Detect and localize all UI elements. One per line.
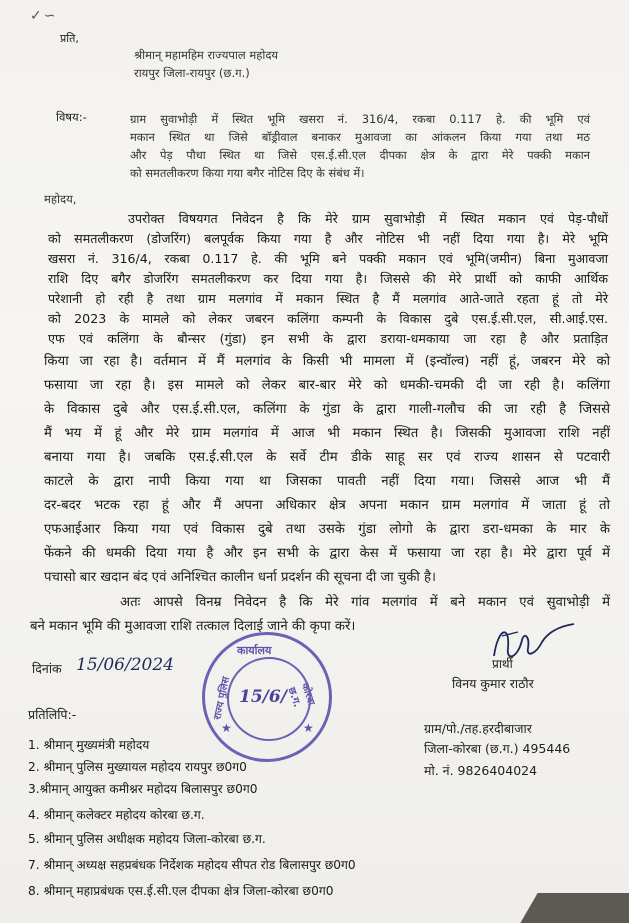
copy-item: 4. श्रीमान् कलेक्टर महोदय कोरबा छ.ग. bbox=[28, 808, 205, 822]
body-line: उपरोक्त विषयगत निवेदन है कि मेरे ग्राम सुवाभोड़ी में स्थित मकान एवं पेड़-पौधों bbox=[128, 211, 608, 226]
body-line: अतः आपसे विनम्र निवेदन है कि मेरे गांव मलगांव में बने मकान एवं सुवाभोड़ी में bbox=[120, 595, 610, 610]
copy-item: 2. श्रीमान् पुलिस मुख्यायल महोदय रायपुर छ0ग0 bbox=[28, 760, 247, 774]
salutation: महोदय, bbox=[44, 192, 77, 206]
body-line: खसरा नं. 316/4, रकबा 0.117 हे. की भूमि बने पक्की मकान एवं भूमि(जमीन) बिना मुआवजा bbox=[48, 251, 608, 266]
date-value: 15/06/2024 bbox=[76, 655, 174, 675]
date-label: दिनांक bbox=[32, 661, 62, 676]
copy-item: 1. श्रीमान् मुख्यमंत्री महोदय bbox=[28, 738, 150, 752]
subject-line-3: और पेड़ पौधा स्थित था जिसे एस.ई.सी.एल दीपका क्षेत्र के द्वारा मेरे पक्की मकान bbox=[130, 148, 590, 162]
copy-item: 3.श्रीमान् आयुक्त कमीश्नर महोदय बिलासपुर छ0ग0 bbox=[28, 782, 258, 796]
sender-address-1: ग्राम/पो./तह.हरदीबाजार bbox=[424, 721, 532, 736]
body-line: किया जा रहा है। वर्तमान में मैं मलगांव के किसी भी मामला में (इन्वॉल्व) नहीं हूं, जबरन मेरे को bbox=[44, 354, 610, 369]
subject-line-4: को समतलीकरण किया गया बगैर नोटिस दिए के संबंध में। bbox=[130, 166, 365, 180]
prati-label: प्रति, bbox=[60, 32, 79, 45]
sender-phone: मो. नं. 9826404024 bbox=[424, 763, 538, 778]
addressee-line-1: श्रीमान् महामहिम राज्यपाल महोदय bbox=[134, 48, 279, 62]
body-line: मैं भय में हूं और मेरे ग्राम मलगांव में आज भी मकान स्थित है। जिसकी मुआवजा राशि नहीं bbox=[44, 426, 610, 441]
body-line: बने मकान भूमि की मुआवजा राशि तत्काल दिलाई जाने की कृपा करें। bbox=[30, 619, 356, 634]
body-line: को 2023 के मामले को लेकर जबरन कलिंगा कम्पनी के विकास दुबे एस.ई.सी.एल, सी.आई.एस. bbox=[48, 311, 608, 326]
copies-label: प्रतिलिपि:- bbox=[28, 707, 77, 722]
sender-address-2: जिला-कोरबा (छ.ग.) 495446 bbox=[424, 741, 571, 756]
stamp-left-text: राज्य पुलिस bbox=[212, 675, 233, 721]
stamp-star-icon: ★ bbox=[303, 721, 314, 735]
signature-label: प्रार्थी bbox=[492, 657, 513, 671]
body-line: को समतलीकरण (डोजरिंग) बलपूर्वक किया गया है और नोटिस भी नहीं दिया गया है। मेरे भूमि bbox=[48, 231, 608, 246]
copy-item: 8. श्रीमान् महाप्रबंधक एस.ई.सी.एल दीपका क्षेत्र जिला-कोरबा छ0ग0 bbox=[28, 884, 334, 898]
body-line: फेंकने की धमकी दिया गया है और इन सभी के द्वारा केस में फसाया जा रहा है। मेरे द्वारा पूर्व में bbox=[44, 546, 610, 561]
body-line: एफआईआर किया गया एवं विकास दुबे तथा उसके गुंडा लोगो के द्वारा डरा-धमका के मार के bbox=[44, 522, 610, 537]
copy-item: 7. श्रीमान् अध्यक्ष सहप्रबंधक निर्देशक महोदय सीपत रोड बिलासपुर छ0ग0 bbox=[28, 858, 356, 872]
background-corner bbox=[520, 893, 629, 923]
addressee-line-2: रायपुर जिला-रायपुर (छ.ग.) bbox=[134, 66, 250, 80]
subject-line-2: मकान स्थित था जिसे बॉड्रीवाल बनाकर मुआवजा का आंकलन किया गया तथा मठ bbox=[130, 130, 590, 144]
office-stamp bbox=[202, 632, 332, 762]
stamp-date: 15/6/ bbox=[239, 687, 287, 707]
body-line: बनाया गया है। जबकि एस.ई.सी.एल के सर्वे टीम डीके साहू सर एवं राज्य शासन से पटवारी bbox=[44, 450, 610, 465]
pen-scribble: ✓∽ bbox=[30, 8, 58, 24]
body-line: फसाया जा रहा है। इस मामले को लेकर बार-बार मेरे को धमकी-चमकी दी जा रही है। कलिंगा bbox=[44, 378, 610, 393]
body-line: के विकास दुबे और एस.ई.सी.एल, कलिंगा के गुंडा के द्वारा गाली-गलौच की जा रही है जिससे bbox=[44, 402, 610, 417]
body-line: परेशानी हो रही है तथा ग्राम मलगांव में मकान स्थित है मैं मलगांव आते-जाते रहता हूं तो मेरे bbox=[48, 291, 608, 306]
stamp-right-text: कोरबा छ.ग. bbox=[285, 681, 317, 709]
stamp-top-text: कार्यालय bbox=[237, 644, 272, 657]
body-line: दर-बदर भटक रहा हूं और मैं अपना अधिकार क्षेत्र अपना मकान ग्राम मलगांव में जाता हूं तो bbox=[44, 498, 610, 513]
body-line: एफ एवं कलिंगा के बौन्सर (गुंडा) इन सभी के द्वारा डराया-धमकाया जा रहा है और प्रताड़ित bbox=[48, 331, 608, 346]
copy-item: 5. श्रीमान् पुलिस अधीक्षक महोदय जिला-कोरबा छ.ग. bbox=[28, 832, 266, 846]
sender-name: विनय कुमार राठौर bbox=[452, 676, 534, 691]
body-line: राशि दिए बगैर डोजरिंग समतलीकरण कर दिया गया है। जिससे की मेरे प्रार्थी को काफी आर्थिक bbox=[48, 271, 608, 286]
body-line: काटले के द्वारा नापी किया गया था जिसका पावती नहीं दिया गया। जिससे आज भी मैं bbox=[44, 474, 610, 489]
subject-line-1: ग्राम सुवाभोड़ी में स्थित भूमि खसरा नं. 316/4, रकबा 0.117 हे. की भूमि एवं bbox=[130, 112, 590, 126]
subject-label: विषय:- bbox=[56, 110, 87, 124]
body-line: पचासो बार खदान बंद एवं अनिश्चित कालीन धर्ना प्रदर्शन की सूचना दी जा चुकी है। bbox=[44, 570, 436, 585]
stamp-star-icon: ★ bbox=[221, 721, 232, 735]
